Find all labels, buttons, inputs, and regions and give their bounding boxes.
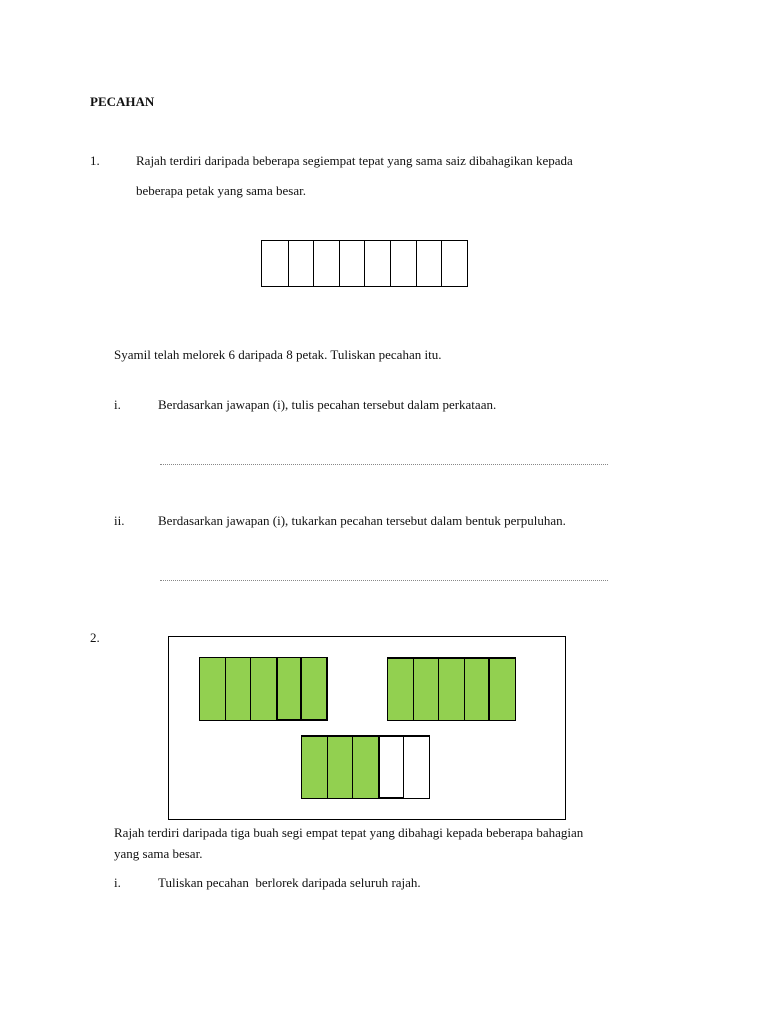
question-2-text-line-2: yang sama besar. xyxy=(114,846,203,861)
bar-segment-shaded xyxy=(413,657,440,721)
question-1-text-line-1: Rajah terdiri daripada beberapa segiempat tepat yang sama saiz dibahagikan kepada xyxy=(136,153,573,168)
part-i-text: Berdasarkan jawapan (i), tulis pecahan tersebut dalam perkataan. xyxy=(158,397,497,412)
bar-segment-shaded xyxy=(327,735,354,799)
bar-segment-shaded xyxy=(387,657,414,721)
q2-part-i-text: Tuliskan pecahan berlorek daripada seluruh rajah. xyxy=(158,875,421,890)
page-title: PECAHAN xyxy=(90,94,155,109)
strip-cell xyxy=(262,241,288,286)
strip-cell xyxy=(313,241,339,286)
bar-segment-shaded xyxy=(438,657,465,721)
part-i-label: i. xyxy=(114,397,121,412)
question-1-text-line-2: beberapa petak yang sama besar. xyxy=(136,183,307,198)
bar-segment-shaded xyxy=(489,657,516,721)
bar-segment-shaded xyxy=(225,657,252,721)
bar-segment-shaded xyxy=(464,657,491,721)
bar-segment-shaded xyxy=(276,657,303,721)
question-1-statement: Syamil telah melorek 6 daripada 8 petak. Tuliskan pecahan itu. xyxy=(114,347,442,362)
question-2-number: 2. xyxy=(90,630,100,645)
bar-segment-shaded xyxy=(199,657,226,721)
shaded-bar-1 xyxy=(199,657,328,721)
answer-line-i[interactable] xyxy=(160,464,608,465)
strip-cell xyxy=(364,241,390,286)
bar-segment-shaded xyxy=(301,657,328,721)
bar-segment-shaded xyxy=(250,657,277,721)
question-2-diagram-frame xyxy=(168,636,566,820)
strip-cell xyxy=(390,241,416,286)
part-ii-text: Berdasarkan jawapan (i), tukarkan pecahan tersebut dalam bentuk perpuluhan. xyxy=(158,513,566,528)
answer-line-ii[interactable] xyxy=(160,580,608,581)
fraction-strip-diagram xyxy=(261,240,468,287)
strip-cell xyxy=(416,241,442,286)
bar-segment-unshaded xyxy=(403,735,430,799)
shaded-bar-3 xyxy=(301,735,430,799)
bar-segment-unshaded xyxy=(378,735,405,799)
strip-cell xyxy=(441,241,467,286)
strip-cell xyxy=(288,241,314,286)
strip-cell xyxy=(339,241,365,286)
question-1-number: 1. xyxy=(90,153,100,168)
q2-part-i-label: i. xyxy=(114,875,121,890)
shaded-bar-2 xyxy=(387,657,516,721)
part-ii-label: ii. xyxy=(114,513,125,528)
bar-segment-shaded xyxy=(352,735,379,799)
question-2-text-line-1: Rajah terdiri daripada tiga buah segi empat tepat yang dibahagi kepada beberapa bahagian xyxy=(114,825,584,840)
bar-segment-shaded xyxy=(301,735,328,799)
